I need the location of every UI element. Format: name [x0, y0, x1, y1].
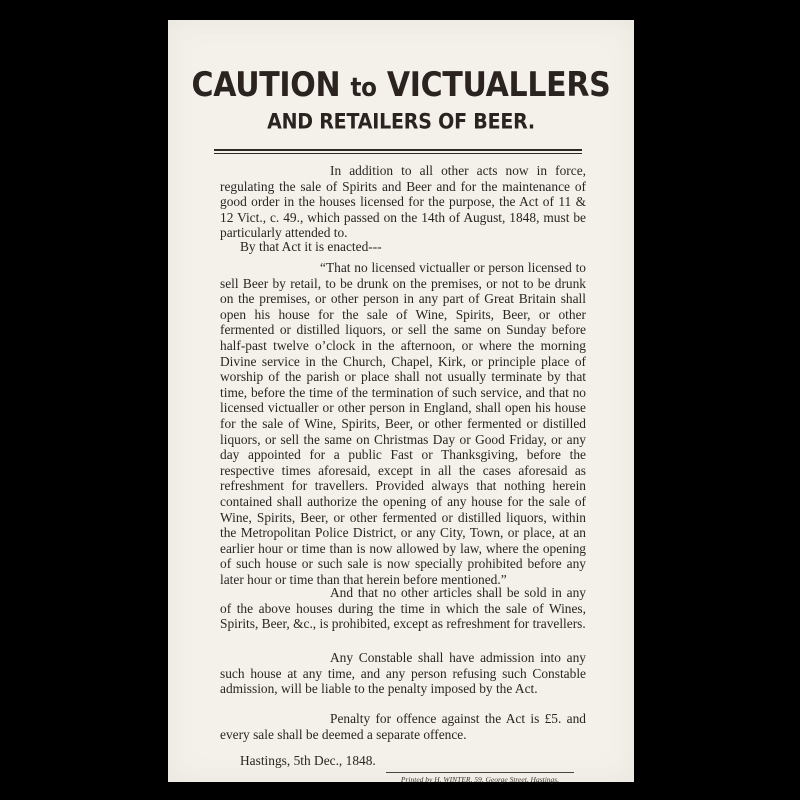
- constable-text: Any Constable shall have admission into any such house at any time, and any person refusing such Constable admission, will be liable to the penalty imposed by the Act.: [220, 650, 586, 697]
- printer-imprint: Printed by H. WINTER, 59, George Street, Hastings.: [400, 775, 560, 784]
- act-quote-paragraph: [220, 260, 586, 587]
- printer-divider: [386, 772, 574, 773]
- poster-subtitle: AND RETAILERS OF BEER.: [267, 110, 535, 135]
- act-quote-text: “That no licensed victualler or person licensed to sell Beer by retail, to be drunk on the premises, or not to be drunk on the premises, or other person in any part of Great Britain shall open his house for the sale of Wine, Spirits, Beer, or other fermented or distilled liquors, or sell the same on Sunday before half-past twelve o’clock in the afternoon, or where the morning Divine service in the Church, Chapel, Kirk, or principle place of worship of the parish or place shall not usually terminate by that time, before the time of the termination of such service, and that no licensed victualler or other person in England, shall open his house for the sale of Wine, Spirits, Beer, or other fermented or distilled liquors, or sell the same on Christmas Day or Good Friday, or any day appointed for a public Fast or Thanksgiving, before the respective times aforesaid, except in all the cases aforesaid as refreshment for travellers. Provided always that nothing herein contained shall authorize the opening of any house for the sale of Wine, Spirits, Beer, or other fermented or distilled liquors, within the Metropolitan Police District, or any City, Town, or place, at an earlier hour or time than is now allowed by law, where the opening of such house or such sale is now specially prohibited before any later hour or time than that herein before mentioned.”: [220, 260, 586, 587]
- poster-title: [168, 66, 634, 105]
- place-date: Hastings, 5th Dec., 1848.: [240, 753, 376, 768]
- enacted-paragraph: [220, 239, 586, 255]
- articles-paragraph: [220, 585, 586, 632]
- penalty-text: Penalty for offence against the Act is £5. and every sale shall be deemed a separate offence.: [220, 711, 586, 742]
- penalty-paragraph: [220, 711, 586, 742]
- enacted-text: By that Act it is enacted---: [240, 239, 382, 254]
- title-to: to: [350, 73, 377, 103]
- articles-text: And that no other articles shall be sold in any of the above houses during the time in which the sale of Wines, Spirits, Beer, &c., is prohibited, except as refreshment for travellers.: [220, 585, 586, 632]
- title-divider-thin: [214, 153, 582, 154]
- intro-text: In addition to all other acts now in force, regulating the sale of Spirits and Beer and for the maintenance of good order in the houses licensed for the purpose, the Act of 11 & 12 Vict., c. 49., which passed on the 14th of August, 1848, must be particularly attended to.: [220, 163, 586, 241]
- title-victuallers: VICTUALLERS: [386, 66, 611, 106]
- intro-paragraph: [220, 163, 586, 241]
- title-caution: CAUTION: [191, 66, 341, 106]
- title-divider-thick: [214, 149, 582, 151]
- poster-sheet: [168, 20, 634, 782]
- constable-paragraph: [220, 650, 586, 697]
